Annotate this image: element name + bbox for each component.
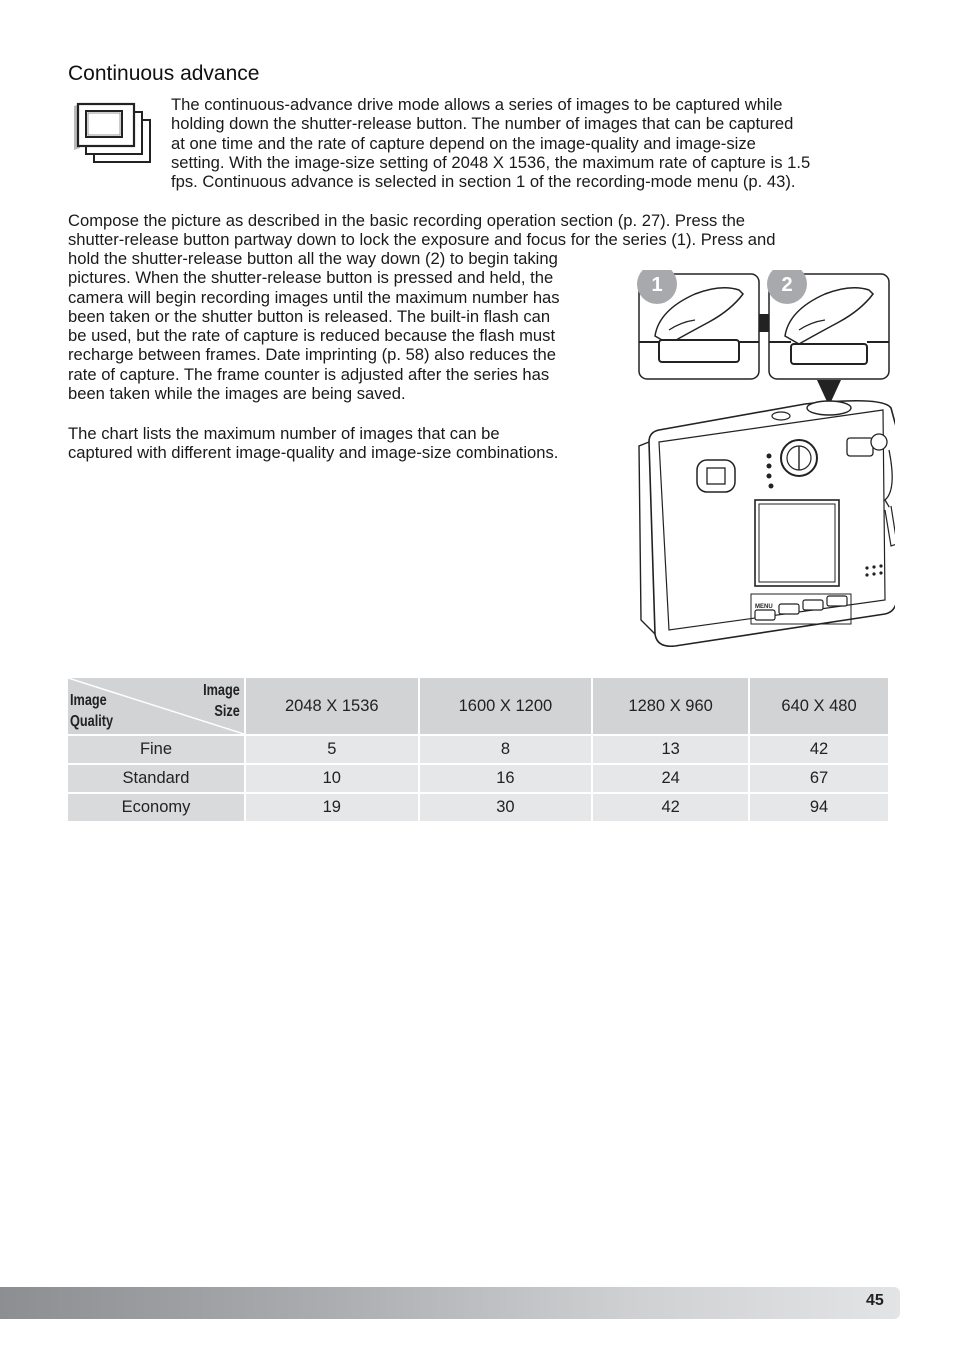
- table-cell: 67: [750, 765, 888, 792]
- row-label: Economy: [68, 794, 244, 821]
- table-cell: 42: [750, 736, 888, 763]
- instructions-paragraph-continued: hold the shutter-release button all the way down (2) to begin taking pictures. When the shutter-release button is pressed and held, the camera will begin recording images until the maximum number has been taken or the shutter button is released. The built-in flash can be used, but the rate of capture is reduced because the flash must recharge between frames. Date imprinting (p. 58) also reduces the rate of capture. The frame counter is adjusted after the series has been taken while the images are being saved.: [68, 249, 560, 404]
- table-cell: 94: [750, 794, 888, 821]
- instructions-paragraph: Compose the picture as described in the basic recording operation section (p. 27). Press the shutter-release button partway down to lock the exposure and focus for the series (1). Press and: [68, 211, 776, 250]
- table-cell: 10: [246, 765, 418, 792]
- footer-bar: [0, 1287, 900, 1319]
- table-cell: 30: [420, 794, 592, 821]
- page-number: 45: [866, 1292, 884, 1309]
- table-row: [68, 736, 888, 763]
- table-cell: 16: [420, 765, 592, 792]
- column-header: 1280 X 960: [593, 678, 748, 734]
- column-header: 2048 X 1536: [246, 678, 418, 734]
- continuous-advance-icon: [72, 100, 154, 164]
- table-cell: 42: [593, 794, 748, 821]
- row-label: Standard: [68, 765, 244, 792]
- table-cell: 13: [593, 736, 748, 763]
- table-cell: 8: [420, 736, 592, 763]
- column-header: 1600 X 1200: [420, 678, 592, 734]
- section-heading: Continuous advance: [68, 62, 260, 85]
- table-row: [68, 765, 888, 792]
- step-1-number: 1: [651, 274, 663, 296]
- menu-label: MENU: [755, 604, 773, 610]
- intro-paragraph: The continuous-advance drive mode allows a series of images to be captured while holding down the shutter-release button. The number of images that can be captured at one time and the rate of capture depend on the image-quality and image-size setting. With the image-size setting of 2048 X 1536, the maximum rate of capture is 1.5 fps. Continuous advance is selected in section 1 of the recording-mode menu (p. 43).: [171, 95, 811, 192]
- capture-count-table: [66, 676, 890, 823]
- chart-intro-paragraph: The chart lists the maximum number of images that can be captured with different image-quality and image-size combinations.: [68, 424, 559, 463]
- table-cell: 19: [246, 794, 418, 821]
- column-header: 640 X 480: [750, 678, 888, 734]
- step-2-number: 2: [781, 274, 793, 296]
- camera-illustration: [635, 270, 895, 654]
- table-row: [68, 794, 888, 821]
- table-cell: 24: [593, 765, 748, 792]
- row-label: Fine: [68, 736, 244, 763]
- table-cell: 5: [246, 736, 418, 763]
- image-quality-header: Image Quality: [70, 692, 114, 730]
- image-size-header: Image Size: [203, 682, 240, 720]
- table-corner-header: [68, 678, 244, 734]
